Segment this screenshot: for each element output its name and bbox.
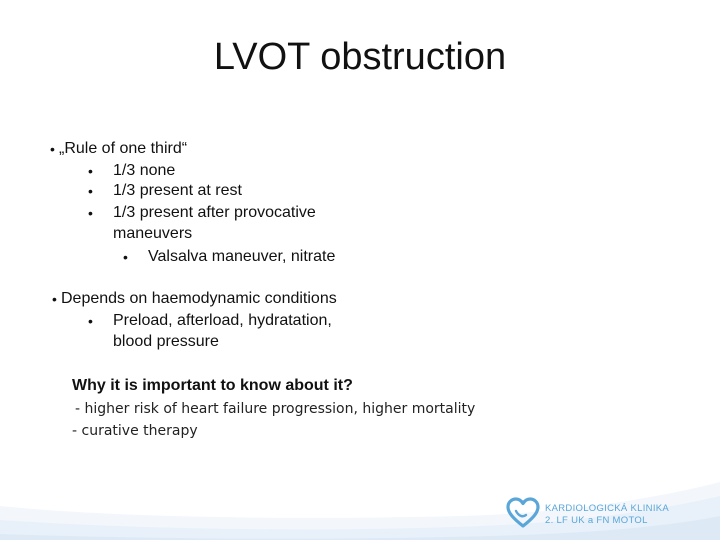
footer-institution: 2. LF UK a FN MOTOL xyxy=(545,515,648,526)
rule-item-3: 1/3 present after provocative xyxy=(113,204,316,221)
question-text: Why it is important to know about it? xyxy=(72,377,353,394)
footer-clinic-name: KARDIOLOGICKÁ KLINIKA xyxy=(545,503,670,514)
bullet-icon: • xyxy=(123,249,128,265)
rule-item-1: 1/3 none xyxy=(113,162,176,179)
answer-1: - higher risk of heart failure progression, higher mortality xyxy=(75,401,476,417)
bullet-icon: • xyxy=(88,183,93,199)
rule-item-2: 1/3 present at rest xyxy=(113,182,242,199)
slide-title: LVOT obstruction xyxy=(213,36,507,78)
rule-item-3-continued: maneuvers xyxy=(113,225,193,242)
bullet-icon: • xyxy=(52,291,57,307)
rule-subitem: Valsalva maneuver, nitrate xyxy=(148,248,336,265)
bullet-icon: • xyxy=(50,141,55,157)
depends-heading: Depends on haemodynamic conditions xyxy=(61,290,337,307)
rule-heading: „Rule of one third“ xyxy=(59,140,188,157)
heart-logo-icon xyxy=(506,497,540,529)
depends-line-1: Preload, afterload, hydratation, xyxy=(113,312,332,329)
footer-wave xyxy=(0,460,720,540)
bullet-icon: • xyxy=(88,163,93,179)
bullet-icon: • xyxy=(88,205,93,221)
answer-2: - curative therapy xyxy=(72,423,198,439)
depends-line-2: blood pressure xyxy=(113,333,219,350)
bullet-icon: • xyxy=(88,313,93,329)
